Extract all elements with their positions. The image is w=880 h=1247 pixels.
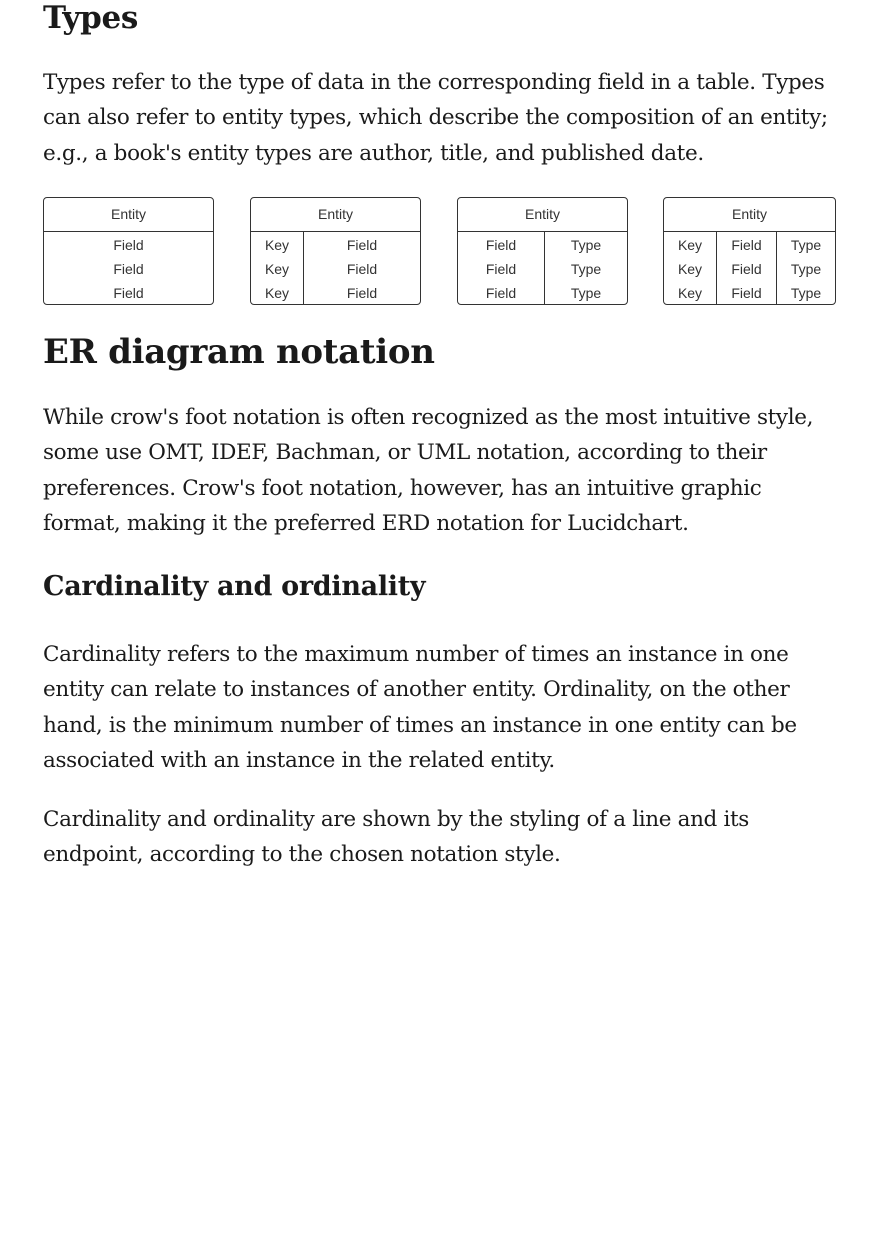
field-cell: Field [485, 285, 517, 301]
types-line-1: Types refer to the type of data in the corresponding field in a table. Types [43, 70, 825, 95]
field-cell: Field [113, 285, 144, 301]
cardinality-line-1: Cardinality refers to the maximum number of times an instance in one [43, 642, 789, 667]
types-paragraph [43, 65, 863, 171]
key-cell: Key [264, 237, 290, 253]
field-cell: Field [731, 237, 762, 253]
field-cell: Field [485, 237, 517, 253]
entity-title: Entity [664, 198, 835, 232]
cardinality-line-2: entity can relate to instances of another entity. Ordinality, on the other [43, 677, 790, 703]
type-cell: Type [790, 261, 822, 277]
type-cell: Type [570, 285, 602, 301]
cardinality-heading: Cardinality and ordinality [43, 571, 426, 602]
field-cell: Field [731, 261, 762, 277]
key-cell: Key [264, 261, 290, 277]
entity-diagram-key-field-type [663, 197, 836, 305]
type-cell: Type [570, 261, 602, 277]
entity-title: Entity [458, 198, 627, 232]
key-cell: Key [264, 285, 290, 301]
types-line-2: can also refer to entity types, which describe the composition of an entity; [43, 105, 828, 131]
types-heading: Types [43, 0, 139, 36]
cardinality-line-4: associated with an instance in the related entity. [43, 747, 555, 773]
entity-diagram-field-type [457, 197, 628, 305]
er-notation-heading: ER diagram notation [43, 332, 435, 372]
field-cell: Field [346, 285, 378, 301]
cardinality-p2-line-2: endpoint, according to the chosen notation style. [43, 842, 561, 868]
entity-title: Entity [44, 198, 213, 232]
type-cell: Type [570, 237, 602, 253]
entity-title: Entity [251, 198, 420, 232]
key-cell: Key [677, 261, 703, 277]
er-notation-paragraph [43, 400, 863, 541]
field-cell: Field [731, 285, 762, 301]
field-column [303, 232, 420, 304]
type-cell: Type [790, 237, 822, 253]
field-cell: Field [346, 237, 378, 253]
cardinality-paragraph-2 [43, 802, 863, 873]
entity-diagram-key-field [250, 197, 421, 305]
cardinality-p2-line-1: Cardinality and ordinality are shown by the styling of a line and its [43, 807, 749, 832]
er-notation-line-4: format, making it the preferred ERD notation for Lucidchart. [43, 510, 689, 536]
field-cell: Field [113, 237, 144, 253]
key-column [664, 232, 716, 304]
field-cell: Field [485, 261, 517, 277]
field-column [44, 232, 213, 304]
er-notation-line-2: some use OMT, IDEF, Bachman, or UML notation, according to their [43, 440, 767, 466]
type-cell: Type [790, 285, 822, 301]
type-column [544, 232, 627, 304]
cardinality-paragraph-1 [43, 637, 863, 778]
types-line-3: e.g., a book's entity types are author, title, and published date. [43, 140, 704, 166]
key-cell: Key [677, 237, 703, 253]
key-column [251, 232, 303, 304]
field-column [716, 232, 776, 304]
entity-diagram-field-only [43, 197, 214, 305]
field-column [458, 232, 544, 304]
field-cell: Field [113, 261, 144, 277]
er-notation-line-3: preferences. Crow's foot notation, however, has an intuitive graphic [43, 475, 762, 501]
er-notation-line-1: While crow's foot notation is often recognized as the most intuitive style, [43, 405, 814, 430]
field-cell: Field [346, 261, 378, 277]
type-column [776, 232, 835, 304]
entity-diagrams [43, 197, 843, 309]
key-cell: Key [677, 285, 703, 301]
cardinality-line-3: hand, is the minimum number of times an instance in one entity can be [43, 712, 797, 738]
